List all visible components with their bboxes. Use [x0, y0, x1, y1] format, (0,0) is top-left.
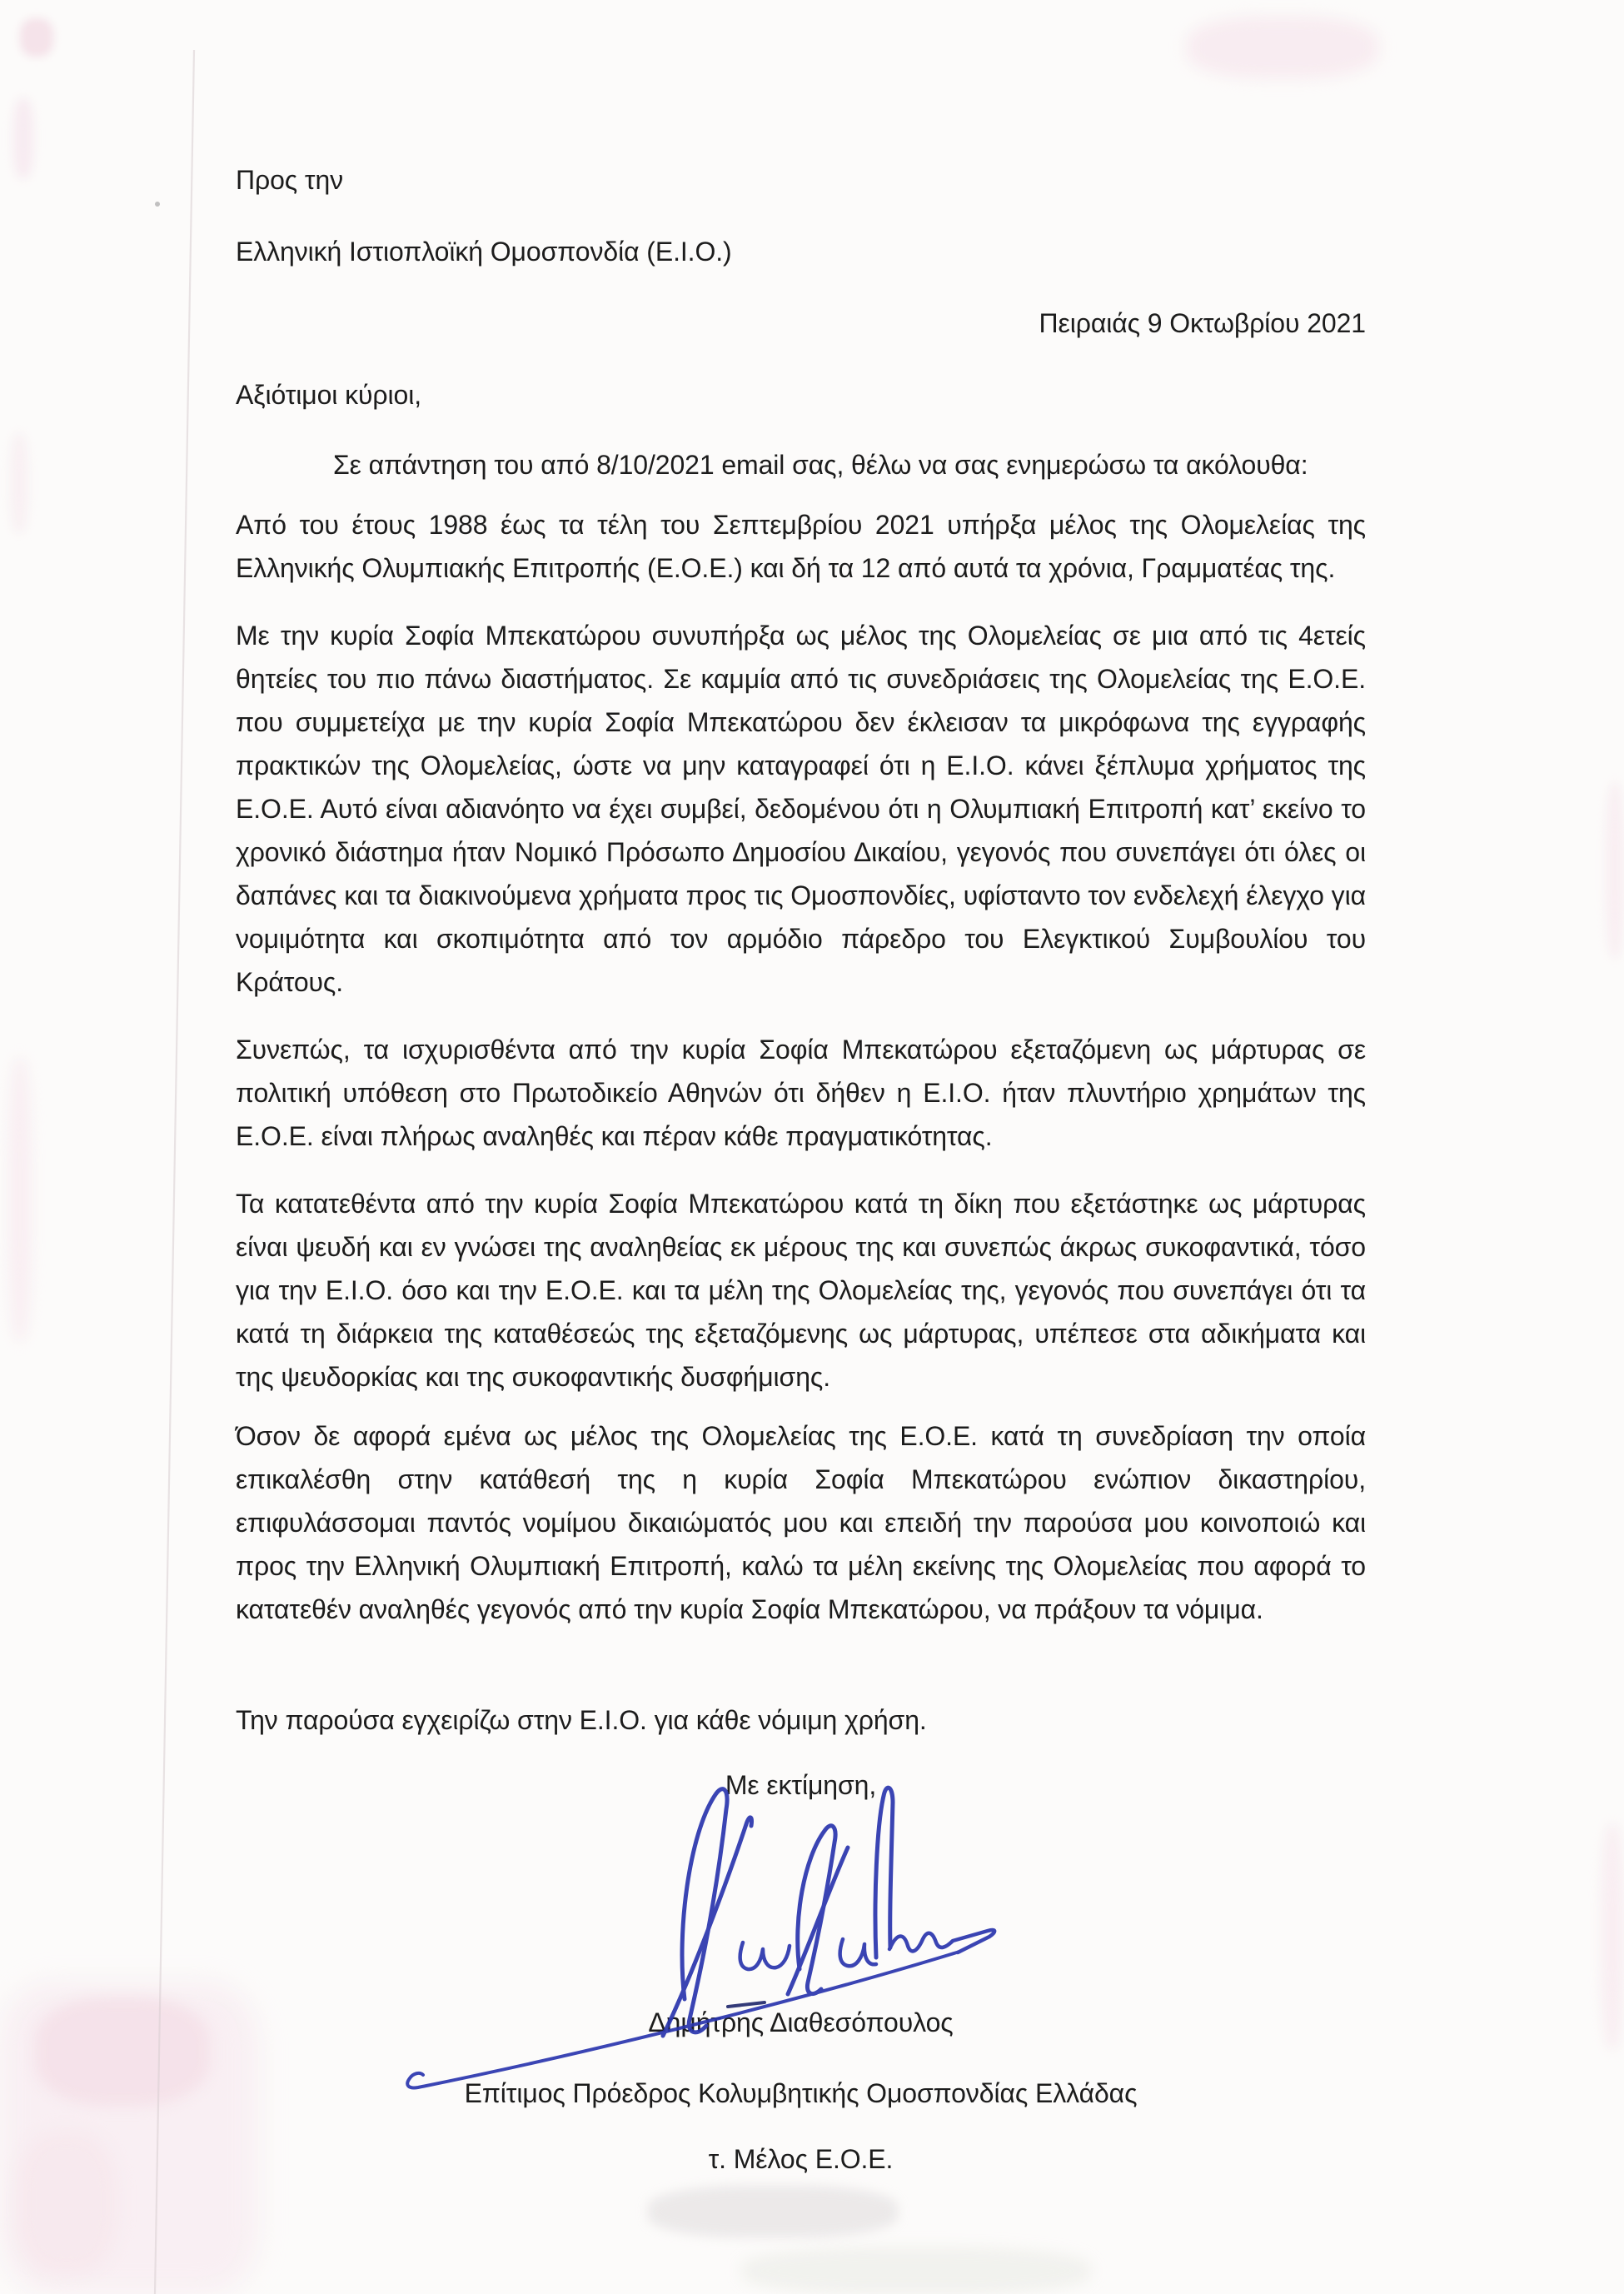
- scan-smudge: [741, 2247, 1091, 2294]
- paragraph: Με την κυρία Σοφία Μπεκατώρου συνυπήρξα ως μέλος της Ολομελείας σε μια από τις 4ετείς θητείες του πιο πάνω διαστήματος. Σε καμμία από τις συνεδριάσεις της Ολομελείας της Ε.Ο.Ε. που συμμετείχα με την κυρία Σοφία Μπεκατώρου δεν έκλεισαν τα μικρόφωνα της εγγραφής πρακτικών της Ολομελείας, ώστε να μην καταγραφεί ότι η Ε.Ι.Ο. κάνει ξέπλυμα χρήματος της Ε.Ο.Ε. Αυτό είναι αδιανόητο να έχει συμβεί, δεδομένου ότι η Ολυμπιακή Επιτροπή κατ’ εκείνο το χρονικό διάστημα ήταν Νομικό Πρόσωπο Δημοσίου Δικαίου, γεγονός που συνεπάγει ότι όλες οι δαπάνες και τα διακινούμενα χρήματα προς τις Ομοσπονδίες, υφίσταντο τον ενδελεχή έλεγχο για νομιμότητα και σκοπιμότητα από τον αρμόδιο πάρεδρο του Ελεγκτικού Συμβουλίου του Κράτους.: [236, 621, 1366, 997]
- scan-speck: [155, 202, 160, 207]
- signature-stroke: [728, 2002, 765, 2007]
- scan-smudge: [10, 433, 28, 533]
- paragraph: Από του έτους 1988 έως τα τέλη του Σεπτεμβρίου 2021 υπήρξα μέλος της Ολομελείας της Ελληνικής Ολυμπιακής Επιτροπής (Ε.Ο.Ε.) και δή τα 12 από αυτά τα χρόνια, Γραμματέας της.: [236, 510, 1366, 583]
- date-line: Πειραιάς 9 Οκτωβρίου 2021: [1039, 308, 1366, 338]
- scan-smudge: [35, 1997, 210, 2106]
- paragraph: Συνεπώς, τα ισχυρισθέντα από την κυρία Σοφία Μπεκατώρου εξεταζόμενη ως μάρτυρας σε πολιτική υπόθεση στο Πρωτοδικείο Αθηνών ότι δήθεν η Ε.Ι.Ο. ήταν πλυντήριο χρημάτων της Ε.Ο.Ε. είναι πλήρως αναληθές και πέραν κάθε πραγματικότητας.: [236, 1035, 1366, 1151]
- signature-stroke: [798, 1826, 835, 1994]
- salutation: Αξιότιμοι κύριοι,: [236, 380, 422, 410]
- paragraph: Όσον δε αφορά εμένα ως μέλος της Ολομελείας της Ε.Ο.Ε. κατά τη συνεδρίαση την οποία επικαλέσθη στην κατάθεσή της η κυρία Σοφία Μπεκατώρου ενώπιον δικαστηρίου, επιφυλάσσομαι παντός νομίμου δικαιώματός μου και επειδή την παρούσα μου κοινοποιώ και προς την Ελληνική Ολυμπιακή Επιτροπή, καλώ τα μέλη εκείνης της Ολομελείας που αφορά το κατατεθέν αναληθές γεγονός από την κυρία Σοφία Μπεκατώρου, να πράξουν τα νόμιμα.: [236, 1421, 1366, 1624]
- scan-smudge: [648, 2186, 898, 2237]
- scan-smudge: [13, 98, 33, 178]
- scan-smudge: [8, 1058, 32, 1341]
- paragraph-intro: Σε απάντηση του από 8/10/2021 email σας, θέλω να σας ενημερώσω τα ακόλουθα:: [333, 450, 1308, 480]
- closing-line: Με εκτίμηση,: [725, 1770, 877, 1800]
- scan-smudge: [1606, 783, 1624, 958]
- signature-stroke: [875, 1788, 893, 1957]
- scan-smudge: [0, 1982, 258, 2294]
- scan-smudge: [17, 2132, 117, 2274]
- signer-name: Δημήτρης Διαθεσόπουλος: [648, 2007, 954, 2037]
- recipient-name: Ελληνική Ιστιοπλοϊκή Ομοσπονδία (Ε.Ι.Ο.): [236, 237, 732, 267]
- signature-icon: [366, 1773, 1016, 2106]
- scan-smudge: [1601, 1824, 1624, 2049]
- paragraph: Την παρούσα εγχειρίζω στην Ε.Ι.Ο. για κάθε νόμιμη χρήση.: [236, 1705, 927, 1735]
- signature-stroke: [682, 1789, 727, 2032]
- signer-title: Επίτιμος Πρόεδρος Κολυμβητικής Ομοσπονδίας Ελλάδας: [464, 2078, 1138, 2108]
- signer-role: τ. Μέλος Ε.Ο.Ε.: [708, 2144, 894, 2174]
- scan-smudge: [1187, 17, 1378, 78]
- signature-stroke: [840, 1939, 876, 1966]
- signature-stroke: [740, 1942, 790, 1969]
- signature-stroke: [889, 1930, 994, 1952]
- addressee-line: Προς την: [236, 165, 344, 195]
- scan-smudge: [20, 18, 53, 57]
- signature-stroke: [663, 1818, 752, 2036]
- paragraph: Τα κατατεθέντα από την κυρία Σοφία Μπεκατώρου κατά τη δίκη που εξετάστηκε ως μάρτυρας είναι ψευδή και εν γνώσει της αναληθείας εκ μέρους της και συνεπώς άκρως συκοφαντικά, τόσο για την Ε.Ι.Ο. όσο και την Ε.Ο.Ε. και τα μέλη της Ολομελείας της, γεγονός που συνεπάγει ότι τα κατά τη διάρκεια της καταθέσεώς της εξεταζόμενης ως μάρτυρας, υπέπεσε στα αδικήματα και της ψευδορκίας και της συκοφαντικής δυσφήμισης.: [236, 1189, 1366, 1392]
